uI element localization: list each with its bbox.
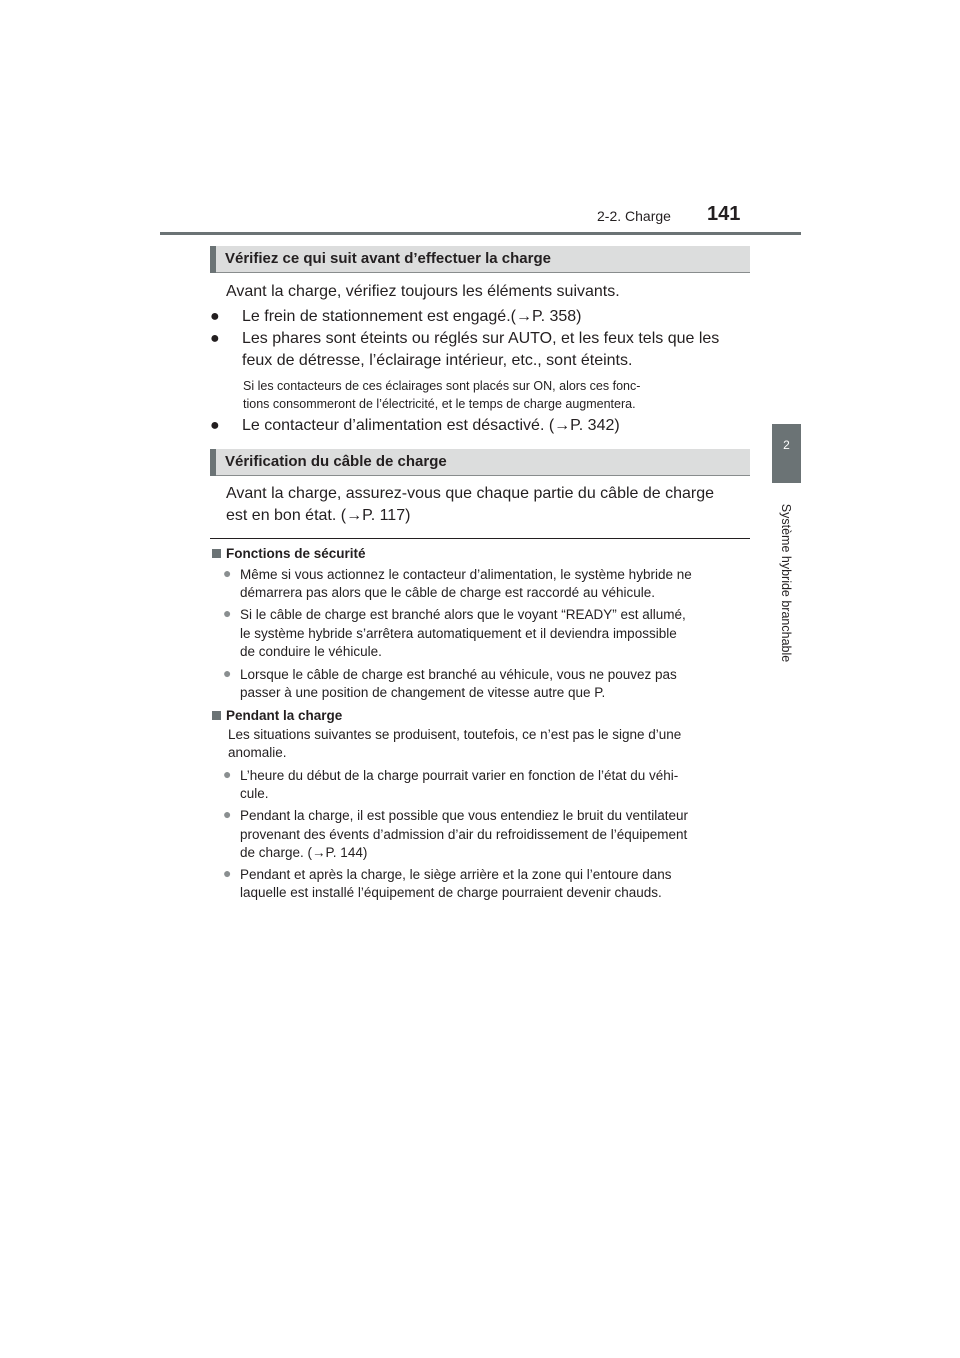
square-bullet-icon (212, 549, 221, 558)
section-heading (210, 449, 750, 476)
note-item-line: démarrera pas alors que le câble de charge est raccordé au véhicule. (240, 585, 655, 600)
header-rule (160, 232, 801, 235)
note-item-line: cule. (240, 786, 269, 801)
note-heading (212, 706, 342, 725)
page-number: 141 (707, 203, 741, 225)
note-line: Si les contacteurs de ces éclairages sont placés sur ON, alors ces fonc- (243, 379, 641, 393)
note-item-line: Si le câble de charge est branché alors que le voyant “READY” est allumé, (240, 607, 686, 622)
bullet-icon: ● (210, 417, 220, 434)
bullet-icon: ● (210, 308, 220, 325)
section-body-line: Avant la charge, assurez-vous que chaque partie du câble de charge (226, 485, 715, 502)
note-paragraph-line: Les situations suivantes se produisent, toutefois, ce n’est pas le signe d’une (228, 727, 682, 742)
divider (210, 538, 750, 539)
section-heading (210, 246, 750, 273)
note-item-line: Pendant la charge, il est possible que vous entendiez le bruit du ventilateur (240, 808, 689, 823)
section-body-line: est en bon état. (→P. 117) (226, 507, 411, 524)
note-item-line: de charge. (→P. 144) (240, 845, 368, 860)
bullet-text: Le contacteur d’alimentation est désactivé. (→P. 342) (242, 417, 620, 434)
section-heading-text: Vérifiez ce qui suit avant d’effectuer la charge (225, 250, 551, 267)
note-paragraph-line: anomalie. (228, 745, 287, 760)
bullet-text: Les phares sont éteints ou réglés sur AUTO, et les feux tels que les (242, 330, 720, 347)
bullet-icon: ● (223, 565, 232, 581)
note-item-line: le système hybride s’arrêtera automatiquement et il deviendra impossible (240, 626, 677, 641)
note-line: tions consommeront de l’électricité, et le temps de charge augmentera. (243, 397, 636, 411)
bullet-icon: ● (223, 766, 232, 782)
bullet-icon: ● (223, 605, 232, 621)
section-heading-bar (210, 246, 216, 273)
chapter-number: 2 (783, 438, 790, 452)
header-section-title: 2-2. Charge (597, 208, 671, 224)
note-item-line: Lorsque le câble de charge est branché au véhicule, vous ne pouvez pas (240, 667, 677, 682)
note-item-line: provenant des évents d’admission d’air du refroidissement de l’équipement (240, 827, 688, 842)
section-heading-text: Vérification du câble de charge (225, 453, 447, 470)
chapter-tab (772, 424, 801, 483)
note-heading (212, 544, 366, 563)
chapter-label: Système hybride branchable (779, 503, 793, 663)
note-item-line: de conduire le véhicule. (240, 644, 382, 659)
note-item-line: L’heure du début de la charge pourrait varier en fonction de l’état du véhi- (240, 768, 679, 783)
bullet-text: Le frein de stationnement est engagé.(→P. 358) (242, 308, 582, 325)
note-heading-text: Pendant la charge (226, 708, 343, 723)
bullet-icon: ● (210, 330, 220, 347)
note-heading-text: Fonctions de sécurité (226, 546, 366, 561)
note-item-line: laquelle est installé l’équipement de charge pourraient devenir chauds. (240, 885, 662, 900)
section-heading-bar (210, 449, 216, 476)
bullet-icon: ● (223, 665, 232, 681)
section-intro: Avant la charge, vérifiez toujours les éléments suivants. (226, 283, 620, 300)
bullet-text: feux de détresse, l’éclairage intérieur, etc., sont éteints. (242, 352, 633, 369)
note-item-line: passer à une position de changement de vitesse autre que P. (240, 685, 606, 700)
note-item-line: Pendant et après la charge, le siège arrière et la zone qui l’entoure dans (240, 867, 672, 882)
bullet-icon: ● (223, 806, 232, 822)
square-bullet-icon (212, 711, 221, 720)
note-item-line: Même si vous actionnez le contacteur d’alimentation, le système hybride ne (240, 567, 692, 582)
bullet-icon: ● (223, 865, 232, 881)
